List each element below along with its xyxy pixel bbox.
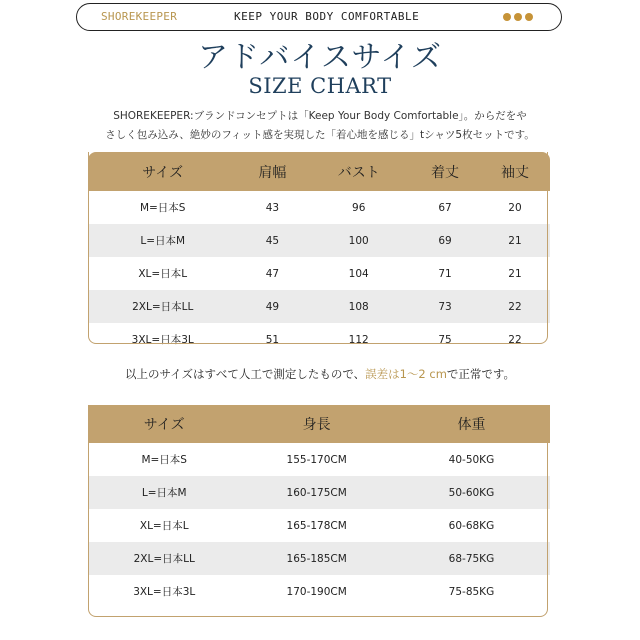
- cell-size: XL=日本L: [88, 509, 240, 542]
- table-row: [88, 476, 550, 509]
- table-row: [88, 224, 550, 257]
- header-size: サイズ: [88, 152, 237, 191]
- cell-height: 165-185CM: [240, 542, 392, 575]
- cell-height: 160-175CM: [240, 476, 392, 509]
- cell-shoulder: 47: [237, 257, 307, 290]
- header-length: 着丈: [410, 152, 480, 191]
- cell-size: 3XL=日本3L: [88, 575, 240, 608]
- cell-weight: 40-50KG: [393, 443, 550, 476]
- cell-size: M=日本S: [88, 443, 240, 476]
- note-text: 以上のサイズはすべて人工で測定したもので、: [124, 367, 366, 381]
- top-banner: [76, 3, 562, 31]
- dot-icon: [503, 13, 511, 21]
- header-bust: バスト: [307, 152, 410, 191]
- cell-shoulder: 45: [237, 224, 307, 257]
- product-description: [90, 107, 550, 145]
- cell-size: L=日本M: [88, 224, 237, 257]
- body-size-table: [88, 405, 550, 608]
- cell-height: 170-190CM: [240, 575, 392, 608]
- cell-bust: 108: [307, 290, 410, 323]
- cell-bust: 96: [307, 191, 410, 224]
- cell-shoulder: 43: [237, 191, 307, 224]
- header-sleeve: 袖丈: [480, 152, 550, 191]
- note-text-end: で正常です。: [446, 367, 516, 381]
- cell-length: 75: [410, 323, 480, 356]
- cell-sleeve: 21: [480, 257, 550, 290]
- cell-weight: 75-85KG: [393, 575, 550, 608]
- cell-bust: 112: [307, 323, 410, 356]
- dot-icon: [525, 13, 533, 21]
- cell-size: XL=日本L: [88, 257, 237, 290]
- table-row: [88, 575, 550, 608]
- table-row: [88, 509, 550, 542]
- cell-size: M=日本S: [88, 191, 237, 224]
- header-shoulder: 肩幅: [237, 152, 307, 191]
- cell-height: 155-170CM: [240, 443, 392, 476]
- header-weight: 体重: [393, 405, 550, 443]
- cell-length: 73: [410, 290, 480, 323]
- cell-sleeve: 22: [480, 323, 550, 356]
- table-row: [88, 191, 550, 224]
- cell-weight: 68-75KG: [393, 542, 550, 575]
- table-row: [88, 323, 550, 356]
- page-title-en: SIZE CHART: [248, 74, 392, 98]
- table-row: [88, 257, 550, 290]
- measurement-note: [0, 366, 640, 382]
- cell-shoulder: 51: [237, 323, 307, 356]
- size-table-header: [88, 152, 550, 191]
- cell-size: 2XL=日本LL: [88, 542, 240, 575]
- note-highlight: 誤差は1〜2 cm: [365, 367, 447, 381]
- cell-size: L=日本M: [88, 476, 240, 509]
- header-size: サイズ: [88, 405, 240, 443]
- cell-weight: 60-68KG: [393, 509, 550, 542]
- body-table-header: [88, 405, 550, 443]
- cell-length: 69: [410, 224, 480, 257]
- description-line-1: SHOREKEEPER:ブランドコンセプトは「Keep Your Body Comfortable」。からだをや: [113, 110, 527, 122]
- cell-size: 2XL=日本LL: [88, 290, 237, 323]
- decorative-dots: [503, 13, 533, 21]
- dot-icon: [514, 13, 522, 21]
- header-height: 身長: [240, 405, 392, 443]
- cell-shoulder: 49: [237, 290, 307, 323]
- cell-bust: 100: [307, 224, 410, 257]
- brand-slogan: KEEP YOUR BODY COMFORTABLE: [234, 10, 420, 23]
- table-row: [88, 290, 550, 323]
- cell-sleeve: 21: [480, 224, 550, 257]
- description-line-2: さしく包み込み、絶妙のフィット感を実現した「着心地を感じる」tシャツ5枚セットです。: [105, 129, 535, 141]
- table-row: [88, 542, 550, 575]
- cell-height: 165-178CM: [240, 509, 392, 542]
- table-row: [88, 443, 550, 476]
- cell-sleeve: 20: [480, 191, 550, 224]
- cell-length: 71: [410, 257, 480, 290]
- size-table: [88, 152, 550, 356]
- page-title-jp: アドバイスサイズ: [197, 40, 443, 75]
- cell-size: 3XL=日本3L: [88, 323, 237, 356]
- cell-length: 67: [410, 191, 480, 224]
- cell-sleeve: 22: [480, 290, 550, 323]
- cell-weight: 50-60KG: [393, 476, 550, 509]
- cell-bust: 104: [307, 257, 410, 290]
- brand-name: SHOREKEEPER: [101, 10, 178, 23]
